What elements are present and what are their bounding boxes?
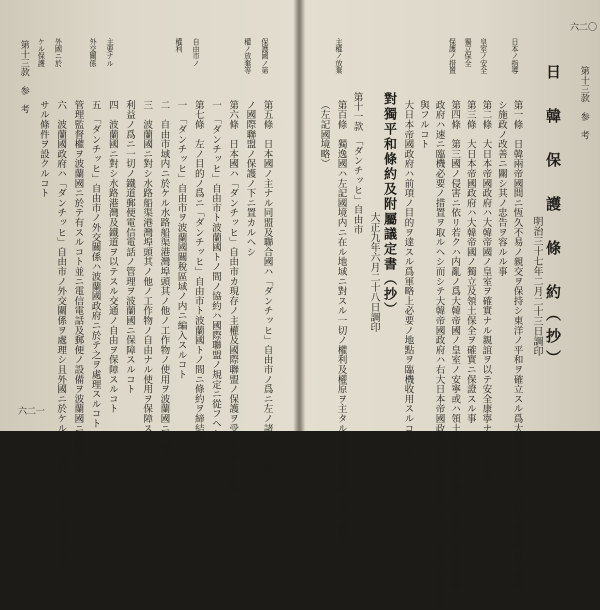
treaty-1-text-column: 第一條 日韓兩帝國間ニ恆久不易ノ親交ヲ保持シ東洋ノ平和ヲ確立スル爲大韓帝國政府ハ大日本帝國政府ヲ確信 — [511, 100, 523, 590]
treaty-2-text-column: （左記國境略） — [318, 100, 330, 169]
treaty-1-text-column: 與フルコト — [417, 100, 429, 149]
treaty-1-margin-note: 皇室ノ安全 — [479, 38, 489, 74]
left-margin-note: 外國ニ於 — [54, 38, 64, 67]
left-text-column: 二 自由市域内ニ於ケル水路船渠港灣埠頭其ノ他ノ工作物ノ使用ヲ波蘭國ニ保障スルコト — [158, 100, 170, 492]
right-running-head: 第十三款 参 考 — [578, 66, 590, 140]
treaty-1-text-column: 第二條 大日本帝國政府ハ大韓帝國ノ皇室ヲ確實ナル親誼ヲ以テ安全康寧ナラシムル事 — [480, 100, 492, 483]
left-margin-note: 權利 — [174, 38, 184, 53]
treaty-1-text-column: 政府ハ速ニ臨機必要ノ措置ヲ取ルヘシ而シテ大韓帝國政府ハ右大日本帝國政府ノ行動ヲ容易ナラシムル爲十分便宜ヲ — [433, 100, 445, 610]
left-text-column: 五 「ダンチッヒ」自由市ノ外交關係ハ波蘭國政府ニ於テ之ヲ處理スルコト — [89, 100, 101, 429]
left-text-column: サル條件ヲ設クルコト — [37, 100, 49, 198]
treaty-1-margin-note: 日本ノ指導 — [510, 38, 520, 74]
left-margin-note: ケル保護 — [37, 38, 47, 67]
left-text-column: 四 波蘭國ニ對シ水路港灣及鐵道ヲ以テスル交通ノ自由ヲ保障スルコト — [106, 100, 118, 414]
left-text-column: 一 「ダンチッヒ」自由市ヲ波蘭國關稅區域ノ内ニ編入スルコト — [175, 100, 187, 380]
treaty-date-2: 大正九年六月二十八日調印 — [368, 212, 379, 332]
left-margin-note: 自由市ノ — [192, 38, 202, 67]
left-text-column: 利益ノ爲ニ一切ノ鐵道郵便電信電話ノ管理ヲ波蘭國ニ保障スルコト — [123, 100, 135, 394]
left-margin-note: 權ノ放棄等 — [243, 38, 253, 74]
left-text-column: 第五條 日本國ノ主ナル同盟及聯合國ハ「ダンチッヒ」自由市ノ爲ニ左ノ諸條件ヲ確定スヘシ — [261, 100, 273, 512]
left-margin-note: 外交關係 — [88, 38, 98, 67]
left-margin-note: 主要ナル — [106, 38, 116, 67]
treaty-title-1: 日 韓 保 護 條 約（抄） — [544, 64, 562, 372]
treaty-title-2: 對獨平和條約及附屬議定書（抄） — [381, 92, 396, 317]
treaty-1-text-column: 第三條 大日本帝國政府ハ大韓帝國ノ獨立及領土保全ヲ確實ニ保證スル事 — [464, 100, 476, 424]
treaty-1-margin-note: 獨立保全 — [464, 38, 474, 67]
left-text-column: 第六條 日本國ハ「ダンチッヒ」自由市カ現存ノ主權及國際聯盟ノ保護ヲ受クル事ヲ承認ス — [227, 100, 239, 502]
left-margin-note: 保護國ノ第 — [260, 38, 270, 74]
treaty-2-margin-note: 主權ノ放棄 — [334, 38, 344, 74]
treaty-1-margin-note: 保護ノ措置 — [448, 38, 458, 74]
left-page-number: 六二一 — [18, 407, 46, 417]
treaty-1-text-column: シ施政ノ改善ニ關シ其ノ忠告ヲ容ルル事 — [495, 100, 507, 277]
left-text-column: 第七條 左ノ目的ノ爲ニ「ダンチッヒ」自由市ト波蘭國トノ間ニ條約ヲ締結スヘシ — [192, 100, 204, 463]
treaty-1-text-column: 大日本帝國政府ハ前項ノ目的ヲ達スル爲軍略上必要ノ地點ヲ臨機收用スルコトヲ得ルコト — [402, 100, 414, 492]
left-text-column: 三 波蘭國ニ對シ水路船渠港灣埠頭其ノ他ノ工作物ノ自由ナル使用ヲ保障スルコト — [141, 100, 153, 463]
treaty-2-article-head: 第十一款 「ダンチッヒ」自由市 — [351, 92, 363, 235]
left-running-head: 第十三款 参 考 — [18, 40, 30, 114]
left-text-column: 六 波蘭國政府ハ「ダンチッヒ」自由市ノ外交關係ヲ處理シ且外國ニ於ケル自由市民ノ外交上ノ保護ヲ爲スヘシ — [55, 100, 67, 590]
left-text-column: 一 「ダンチッヒ」自由市ト波蘭國トノ間ノ協約ハ國際聯盟ノ規定ニ從フヘシ — [209, 100, 221, 439]
book-gutter — [293, 0, 305, 431]
right-page-number: 六二〇 — [570, 23, 598, 33]
treaty-1-text-column: 第四條 第三國ノ侵害ニ依リ若クハ内亂ノ爲大韓帝國ノ皇室ノ安寧或ハ領土ノ保全ニ危險アル場合ハ大日本帝國 — [449, 100, 461, 590]
treaty-date-1: 明治三十七年二月二十三日調印 — [531, 216, 542, 356]
left-text-column: ノ國際聯盟ノ保護ノ下ニ置カルヘシ — [244, 100, 256, 257]
left-text-column: 管理監督權ヲ波蘭國ニ於テ有スルコト並ニ電信電話及郵便ノ設備ヲ波蘭國ニ保障スル — [72, 100, 84, 473]
treaty-2-text-column: 第百條 獨逸國ハ左記國境内ニ在ル地域ニ對スル一切ノ權利及權原ヲ主タル同盟及聯合國ノ爲ニ抛棄ス — [335, 100, 347, 551]
